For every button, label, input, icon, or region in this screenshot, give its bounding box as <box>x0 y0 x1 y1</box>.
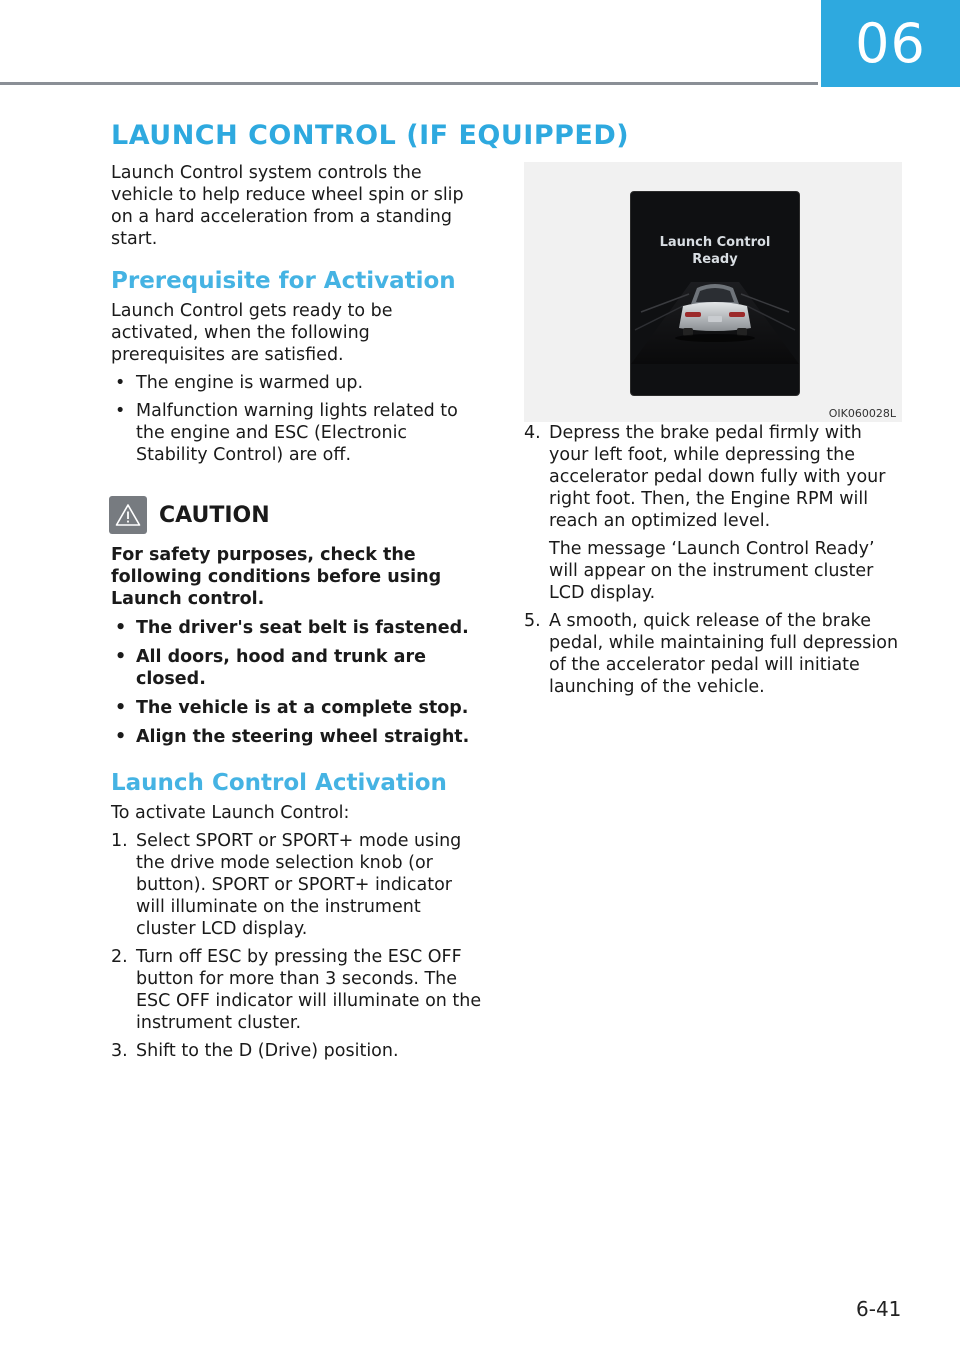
step-note: The message ‘Launch Control Ready’ will appear on the instrument cluster LCD display. <box>549 539 875 603</box>
right-column <box>524 162 902 698</box>
step-text: A smooth, quick release of the brake pedal, while maintaining full depression of the accelerator pedal will initiate launching of the vehicle. <box>549 611 899 697</box>
cluster-display-text <box>631 234 799 268</box>
step-text: Turn off ESC by pressing the ESC OFF button for more than 3 seconds. The ESC OFF indicator will illuminate on the instrument cluster. <box>136 947 482 1033</box>
cluster-display-image <box>630 191 800 396</box>
step-item <box>524 610 902 698</box>
chapter-tab <box>821 0 960 87</box>
step-item <box>111 830 483 940</box>
step-item <box>111 946 483 1034</box>
step-number: 4. <box>524 423 541 443</box>
chapter-number: 06 <box>855 12 926 75</box>
figure-code: OIK060028L <box>828 407 896 420</box>
caution-item: • The vehicle is at a complete stop. <box>111 697 483 719</box>
step-number: 1. <box>111 831 128 851</box>
prerequisite-text: Launch Control gets ready to be activated, when the following prerequisites are satisfied. <box>111 301 393 365</box>
car-rear-icon <box>631 272 799 392</box>
intro-paragraph: Launch Control system controls the vehicle to help reduce wheel spin or slip on a hard acceleration from a standing start. <box>111 163 464 249</box>
activation-steps-continued <box>524 422 902 698</box>
step-number: 3. <box>111 1041 128 1061</box>
prerequisite-heading: Prerequisite for Activation <box>111 268 456 294</box>
header-rule <box>0 82 818 85</box>
step-text: Shift to the D (Drive) position. <box>136 1041 399 1061</box>
caution-item: • The driver's seat belt is fastened. <box>111 617 483 639</box>
prerequisite-list <box>111 372 483 466</box>
step-item <box>111 1040 483 1062</box>
caution-text: For safety purposes, check the following conditions before using Launch control. <box>111 545 442 609</box>
page-number: 6-41 <box>856 1297 902 1321</box>
activation-steps <box>111 830 483 1062</box>
caution-header <box>109 496 483 534</box>
step-item <box>524 422 902 604</box>
left-column <box>111 162 483 1062</box>
cluster-figure <box>524 162 902 422</box>
caution-list <box>111 617 483 748</box>
display-line-2: Ready <box>692 252 738 267</box>
step-number: 2. <box>111 947 128 967</box>
caution-label: CAUTION <box>159 502 270 528</box>
caution-item: • All doors, hood and trunk are closed. <box>111 646 483 690</box>
step-text: Depress the brake pedal firmly with your left foot, while depressing the accelerator pedal down fully with your right foot. Then, the Engine RPM will reach an optimized level. <box>549 423 886 531</box>
warning-triangle-icon <box>109 496 147 534</box>
activation-heading: Launch Control Activation <box>111 770 447 796</box>
prerequisite-item: • Malfunction warning lights related to the engine and ESC (Electronic Stability Control) are off. <box>111 400 483 466</box>
caution-item: • Align the steering wheel straight. <box>111 726 483 748</box>
display-line-1: Launch Control <box>659 235 771 250</box>
step-text: Select SPORT or SPORT+ mode using the drive mode selection knob (or button). SPORT or SPORT+ indicator will illuminate on the instrument cluster LCD display. <box>136 831 462 939</box>
step-number: 5. <box>524 611 541 631</box>
caution-box <box>111 496 483 748</box>
activation-text: To activate Launch Control: <box>111 803 350 823</box>
prerequisite-item: • The engine is warmed up. <box>111 372 483 394</box>
section-title: LAUNCH CONTROL (IF EQUIPPED) <box>111 120 630 151</box>
